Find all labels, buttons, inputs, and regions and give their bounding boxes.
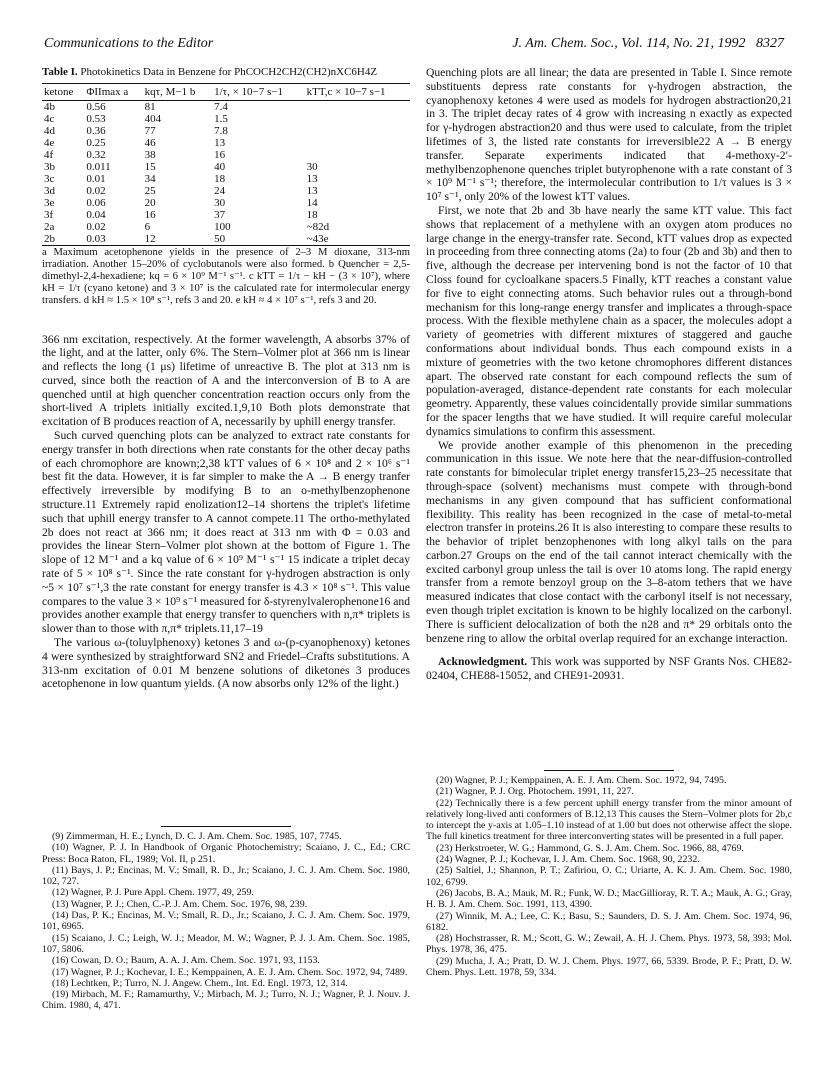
table-cell: 0.011	[86, 160, 111, 173]
table-cell	[305, 125, 410, 137]
table-cell: 6	[144, 220, 151, 233]
reference-item: (16) Cowan, D. O.; Baum, A. A. J. Am. Chem. Soc. 1971, 93, 1153.	[52, 955, 320, 967]
table-cell: 2a	[44, 220, 55, 233]
acknowledgment-label: Acknowledgment.	[438, 655, 528, 669]
table-cell: 4e	[44, 136, 55, 149]
table-row	[42, 185, 410, 197]
reference-item: (27) Winnik, M. A.; Lee, C. K.; Basu, S.; Saunders, D. S. J. Am. Chem. Soc. 1974, 96, 6182.	[426, 910, 792, 933]
table-cell: 1.5	[214, 112, 228, 125]
reference-item: (17) Wagner, P. J.; Kochevar, I. E.; Kemppainen, A. E. J. Am. Chem. Soc. 1972, 94, 7489.	[52, 966, 408, 978]
table-cell: 20	[144, 196, 156, 209]
table-row	[42, 149, 410, 161]
table-cell: 25	[144, 184, 156, 197]
table-cell: 13	[306, 172, 318, 185]
table-cell: 0.01	[86, 172, 106, 185]
table-header-cell: ΦIImax a	[84, 83, 142, 100]
table-cell	[305, 137, 410, 149]
journal-citation: J. Am. Chem. Soc., Vol. 114, No. 21, 1992	[512, 36, 746, 51]
table-header-cell: ketone	[42, 83, 84, 100]
table-row	[42, 161, 410, 173]
table-cell: 13	[306, 184, 318, 197]
table-row	[42, 209, 410, 221]
table-cell: 4c	[44, 112, 55, 125]
table-cell: 30	[306, 160, 318, 173]
table-cell: 3c	[44, 172, 55, 185]
left-body	[42, 333, 410, 692]
acknowledgment-text: This work was supported by NSF Grants Nos. CHE82-02404, CHE88-15052, and CHE91-20931.	[426, 655, 792, 683]
body-paragraph: Quenching plots are all linear; the data are presented in Table I. Since remote substituents depress rate constants for γ-hydrogen abstraction, the cyanophenoxy ketones 4 were used as models for hydrogen abstraction20,21 in 3. The triplet decay rates of 4 grow with increasing n exactly as expected for γ-hydrogen abstraction20 and thus were used to calculate, from the triplet lifetimes of 3, the listed rate constants for irreversible22 A → B energy transfer. Separate experiments indicated that 4-methoxy-2′-methylbenzophenone quenches triplet butyrophenone with a rate constant of 3 × 10⁹ M⁻¹ s⁻¹; therefore, the intermolecular contribution to 1/τ values is 3 × 10⁷ s⁻¹, only 20% of the lowest kTT values.	[426, 66, 792, 204]
table-cell: 0.36	[86, 124, 106, 137]
table-cell	[305, 149, 410, 161]
table-cell: 81	[144, 100, 156, 113]
table-cell: ~82d	[306, 220, 330, 233]
table-cell: 16	[144, 208, 156, 221]
reference-item: (20) Wagner, P. J.; Kemppainen, A. E. J. Am. Chem. Soc. 1972, 94, 7495.	[436, 775, 727, 786]
reference-item: (18) Lechtken, P.; Turro, N. J. Angew. Chem., Int. Ed. Engl. 1973, 12, 314.	[52, 977, 348, 989]
reference-item: (28) Hochstrasser, R. M.; Scott, G. W.; Zewail, A. H. J. Chem. Phys. 1973, 58, 393; Mol. Phys. 1978, 36, 475.	[426, 933, 792, 956]
table-cell: 7.4	[214, 100, 228, 113]
running-header-section: Communications to the Editor	[44, 36, 214, 51]
table-cell: 100	[214, 220, 231, 233]
reference-item: (13) Wagner, P. J.; Chen, C.-P. J. Am. Chem. Soc. 1976, 98, 239.	[52, 898, 308, 910]
table-cell: 404	[144, 112, 162, 125]
table-row	[42, 100, 410, 113]
page-number: 8327	[756, 36, 784, 51]
reference-item: (24) Wagner, P. J.; Kochevar, I. J. Am. Chem. Soc. 1968, 90, 2232.	[436, 854, 700, 866]
table-cell: 50	[212, 233, 305, 246]
reference-item: (12) Wagner, P. J. Pure Appl. Chem. 1977, 49, 259.	[52, 887, 254, 899]
table-header-row	[42, 83, 410, 100]
table-row	[42, 221, 410, 233]
table-row	[42, 125, 410, 137]
table-cell: 0.25	[86, 136, 106, 149]
left-column	[42, 66, 410, 691]
table-header-cell: kTT,c × 10−7 s−1	[305, 83, 410, 100]
photokinetics-table	[42, 83, 410, 246]
right-column	[426, 66, 792, 683]
table-cell: 14	[306, 196, 318, 209]
table-cell: 4f	[44, 148, 54, 161]
right-references	[426, 770, 792, 978]
reference-divider	[544, 770, 674, 771]
table-caption-label: Table I.	[42, 66, 78, 78]
table-cell: 18	[306, 208, 318, 221]
running-header-journal	[512, 36, 784, 52]
table-cell: 18	[214, 172, 226, 185]
reference-item: (11) Bays, J. P.; Encinas, M. V.; Small, R. D., Jr.; Scaiano, J. C. J. Am. Chem. Soc. 1980, 102, 727.	[42, 864, 410, 888]
table-cell: 3f	[44, 208, 54, 221]
reference-item: (15) Scaiano, J. C.; Leigh, W. J.; Meador, M. W.; Wagner, P. J. J. Am. Chem. Soc. 1985, 107, 5806.	[42, 932, 410, 955]
table-cell: 2b	[42, 233, 84, 246]
table-cell: 15	[144, 160, 156, 173]
reference-item: (23) Herkstroeter, W. G.; Hammond, G. S. J. Am. Chem. Soc. 1966, 88, 4769.	[436, 842, 744, 854]
table-header-cell: kqτ, M−1 b	[143, 83, 212, 100]
table-cell: 46	[144, 136, 156, 149]
table-cell: 0.04	[86, 208, 106, 221]
table-cell: 12	[143, 233, 212, 246]
table-row	[42, 197, 410, 209]
table-cell: 0.02	[86, 220, 106, 233]
body-paragraph: We provide another example of this phenomenon in the preceding communication in this issue. We note here that the near-diffusion-controlled rate constants for bimolecular triplet energy transfer15,23–25 necessitate that through-space (solvent) mechanisms must compete with through-bond mechanisms in any given compound that has sufficient conformational flexibility. This reality has been recognized in the case of metal-to-metal electron transfer in proteins.26 It is also interesting to compare these results to the behavior of triplet benzophenones with long alkyl tails on the para carbon.27 Groups on the end of the tail cannot interact chemically with the excited carbonyl group unless the tail is over 10 atoms long. The rapid energy transfer from a remote benzoyl group on the 3–8-atom tethers that we have measured indicates that close contact with the carbonyl itself is not necessary, even though triplet excitation is known to be highly localized on the carbonyl. There is sufficient delocalization of both the n28 and π* 29 orbitals onto the benzene ring to allow the orbital overlap required for an exchange interaction.	[426, 438, 792, 645]
table-row	[42, 137, 410, 149]
table-cell: 3d	[44, 184, 55, 197]
reference-item: (21) Wagner, P. J. Org. Photochem. 1991, 11, 227.	[436, 786, 634, 798]
table-cell: 24	[214, 184, 226, 197]
table-header-cell: 1/τ, × 10−7 s−1	[212, 83, 305, 100]
body-paragraph: First, we note that 2b and 3b have nearly the same kTT value. This fact shows that replacement of a methylene with an oxygen atom produces no large change in the energy-transfer rate. Second, kTT values drop as expected in proceeding from three connecting atoms (2a) to four (2b and 3b) and then to five, although the decrease per intervening bond is not the factor of 10 that Closs found for cycloalkane spacers.5 Finally, kTT reaches a constant value for five to eight connecting atoms. Such behavior rules out a through-bond mechanism for this long-range energy transfer and implicates a through-space process. With the flexible methylene chain as a spacer, the molecules adopt a variety of geometries with different mixtures of staggered and gauche conformations about individual bonds. Thus each compound exists in a mixture of geometries with the two ketone chromophores different distances apart. The observed rate constant for each compound reflects the sum of population-averaged, distance-dependent rate constants for each molecular geometry. Apparently, these values coincidentally provide similar summations for the spacer lengths that we have studied. It will require careful molecular dynamics simulations to confirm this assessment.	[426, 203, 792, 438]
table-cell: 37	[214, 208, 226, 221]
table-row	[42, 233, 410, 246]
table-cell: 77	[144, 124, 156, 137]
table-cell: 0.06	[86, 196, 106, 209]
table-caption	[42, 66, 410, 79]
acknowledgment	[426, 655, 792, 683]
table-cell: 16	[214, 148, 226, 161]
reference-item: (26) Jacobs, B. A.; Mauk, M. R.; Funk, W. D.; MacGillioray, R. T. A.; Mauk, A. G.; Gray, H. B. J. Am. Chem. Soc. 1991, 113, 4390.	[426, 887, 792, 911]
table-cell: 0.56	[86, 100, 106, 113]
table-block	[42, 66, 410, 307]
body-paragraph: The various ω-(toluylphenoxy) ketones 3 and ω-(p-cyanophenoxy) ketones 4 were synthesized by straightforward SN2 and Friedel–Crafts substitutions. A 313-nm excitation of 0.01 M benzene solutions of diketones 3 produces acetophenone in low quantum yields. (A now absorbs only 12% of the light.)	[42, 636, 410, 691]
table-cell: 0.03	[84, 233, 142, 246]
reference-item: (10) Wagner, P. J. In Handbook of Organic Photochemistry; Scaiano, J. C., Ed.; CRC Press: Boca Raton, FL, 1989; Vol. II, p 251.	[42, 842, 410, 865]
table-cell: 38	[144, 148, 156, 161]
table-cell: 0.32	[86, 148, 106, 161]
table-cell: ~43e	[305, 233, 410, 246]
table-row	[42, 173, 410, 185]
reference-item: (25) Saltiel, J.; Shannon, P. T.; Zafiriou, O. C.; Uriarte, A. K. J. Am. Chem. Soc. 1980, 102, 6799.	[426, 865, 792, 888]
table-cell: 0.02	[86, 184, 106, 197]
body-paragraph: 366 nm excitation, respectively. At the former wavelength, A absorbs 37% of the light, and at the latter, only 6%. The Stern–Volmer plot at 366 nm is linear and reflects the long (1 μs) lifetime of unreactive B. The plot at 313 nm is curved, since both the reaction of A and the interconversion of B to A are quenched until at high quencher concentration reaction occurs only from the short-lived A triplets initially excited.1,9,10 Both plots demonstrate that excitation of B produces reaction of A, necessarily by uphill energy transfer.	[42, 332, 410, 429]
table-cell: 34	[144, 172, 156, 185]
table-cell: 3b	[44, 160, 55, 173]
reference-item: (22) Technically there is a few percent uphill energy transfer from the minor amount of relatively long-lived anti conformers of B.12,13 This causes the Stern–Volmer plots for 2b,c to intercept the y-axis at 1.05–1.10 instead of at 1.00 but does not otherwise affect the slope. The full kinetics treatment for three interconverting states will be presented in a full paper.	[426, 797, 792, 843]
table-cell	[305, 100, 410, 113]
table-cell: 0.53	[86, 112, 106, 125]
left-references	[42, 826, 410, 1012]
table-cell: 7.8	[214, 124, 228, 137]
table-cell: 4d	[44, 124, 55, 137]
reference-item: (14) Das, P. K.; Encinas, M. V.; Small, R. D., Jr.; Scaiano, J. C. J. Am. Chem. Soc. 1979, 101, 6965.	[42, 910, 410, 933]
table-row	[42, 113, 410, 125]
table-cell	[305, 113, 410, 125]
table-cell: 13	[214, 136, 226, 149]
table-cell: 30	[214, 196, 226, 209]
reference-divider	[161, 826, 291, 827]
body-paragraph: Such curved quenching plots can be analyzed to extract rate constants for energy transfer in both directions when rate constants for the other decay paths of each chromophore are known;2,38 kTT values of 6 × 10⁸ and 2 × 10⁶ s⁻¹ best fit the data. However, it is far simpler to make the A → B energy tranfer effectively irreversible by modifying B to an o-methylbenzophenone structure.11 Extremely rapid enolization12–14 shortens the triplet's lifetime such that uphill energy transfer to A cannot compete.11 The ortho-methylated 2b does not react at 366 nm; it does react at 313 nm with Φ = 0.03 and provides the linear Stern–Volmer plot shown at the bottom of Figure 1. The slope of 12 M⁻¹ and a kq value of 6 × 10⁹ M⁻¹ s⁻¹ 15 indicate a triplet decay rate of 5 × 10⁸ s⁻¹. Since the rate constant for γ-hydrogen abstraction is only ~5 × 10⁷ s⁻¹,3 the rate constant for energy transfer is 4.3 × 10⁸ s⁻¹. This value compares to the value 3 × 10⁹ s⁻¹ measured for δ-styrenylvalerophenone16 and provides another example that energy transfer to quenchers with n,π* triplets is slower than to those with π,π* triplets.11,17–19	[42, 429, 410, 636]
reference-item: (19) Mirbach, M. F.; Ramamurthy, V.; Mirbach, M. J.; Turro, N. J.; Wagner, P. J. Nouv. J. Chim. 1980, 4, 471.	[42, 989, 410, 1012]
reference-item: (29) Mucha, J. A.; Pratt, D. W. J. Chem. Phys. 1977, 66, 5339. Brode, P. F.; Pratt, D. W. Chem. Phys. Lett. 1978, 59, 334.	[426, 955, 792, 979]
table-cell: 3e	[44, 196, 55, 209]
reference-item: (9) Zimmerman, H. E.; Lynch, D. C. J. Am. Chem. Soc. 1985, 107, 7745.	[52, 831, 342, 842]
table-cell: 4b	[44, 100, 55, 113]
table-caption-text: Photokinetics Data in Benzene for PhCOCH2CH2(CH2)nXC6H4Z	[80, 66, 378, 78]
table-footnote: a Maximum acetophenone yields in the presence of 2–3 M dioxane, 313-nm irradiation. Another 15–20% of cyclobutanols were also formed. b Quencher = 2,5-dimethyl-2,4-hexadiene; kq = 6 × 10⁹ M⁻¹ s⁻¹. c kTT = 1/τ − kH − (3 × 10⁷), where kH = 1/τ (cyano ketone) and 3 × 10⁷ is the calculated rate for intermolecular energy transfers. d kH ≈ 1.5 × 10⁸ s⁻¹, refs 3 and 20. e kH ≈ 4 × 10⁷ s⁻¹, refs 3 and 20.	[42, 246, 410, 306]
table-cell: 40	[214, 160, 226, 173]
